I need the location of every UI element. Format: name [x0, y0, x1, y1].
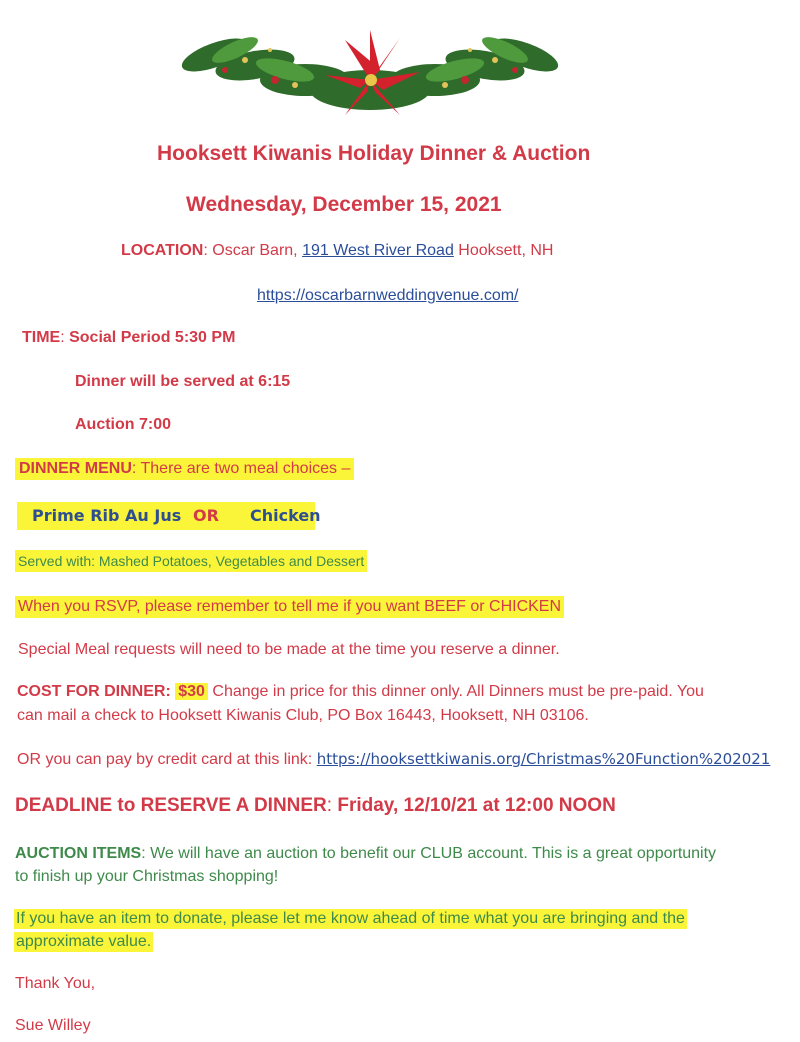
closing-text: Thank You, — [15, 975, 96, 992]
cost-label: COST FOR DINNER: — [17, 683, 171, 700]
poinsettia-garland-icon — [175, 10, 565, 120]
deadline-line: DEADLINE to RESERVE A DINNER: Friday, 12/10/21 at 12:00 NOON — [15, 795, 616, 816]
cost-text-2: can mail a check to Hooksett Kiwanis Club, PO Box 16443, Hooksett, NH 03106. — [17, 707, 589, 724]
deadline-label: DEADLINE to RESERVE A DINNER — [15, 795, 327, 816]
event-title: Hooksett Kiwanis Holiday Dinner & Auction — [157, 142, 591, 165]
signature: Sue Willey — [15, 1017, 91, 1034]
meal-choice-chicken: Chicken — [250, 506, 321, 525]
credit-card-link[interactable]: https://hooksettkiwanis.org/Christmas%20Function%202021 — [316, 750, 771, 768]
dinner-menu-line: DINNER MENU: There are two meal choices – — [15, 458, 354, 480]
dinner-menu-label: DINNER MENU — [19, 460, 132, 477]
location-venue: Oscar Barn, — [212, 242, 298, 259]
location-city: Hooksett, NH — [458, 242, 554, 259]
auction-text-1: We will have an auction to benefit our CLUB account. This is a great opportunity — [150, 845, 717, 862]
time-dinner: Dinner will be served at 6:15 — [75, 373, 291, 390]
event-date: Wednesday, December 15, 2021 — [186, 193, 502, 216]
deadline-value: Friday, 12/10/21 at 12:00 NOON — [337, 795, 616, 816]
cost-price: $30 — [175, 683, 208, 700]
credit-card-line — [17, 750, 770, 769]
location-label: LOCATION — [121, 242, 204, 259]
dinner-menu-intro: There are two meal choices – — [140, 460, 351, 477]
meal-choices — [17, 502, 321, 530]
served-with: Served with: Mashed Potatoes, Vegetables and Dessert — [15, 550, 367, 572]
time-line: TIME: Social Period 5:30 PM — [22, 329, 236, 346]
meal-choice-or: OR — [193, 506, 219, 525]
auction-label: AUCTION ITEMS — [15, 845, 142, 862]
cost-line-1 — [17, 683, 704, 701]
donate-line-1: If you have an item to donate, please let me know ahead of time what you are bringing and the — [16, 910, 685, 927]
venue-website-link[interactable]: https://oscarbarnweddingvenue.com/ — [257, 287, 519, 304]
meal-choice-prime-rib: Prime Rib Au Jus — [32, 506, 182, 525]
cost-text-1: Change in price for this dinner only. All Dinners must be pre-paid. You — [212, 683, 704, 700]
rsvp-note: When you RSVP, please remember to tell me if you want BEEF or CHICKEN — [15, 596, 564, 618]
time-auction: Auction 7:00 — [75, 416, 172, 433]
time-label: TIME — [22, 329, 61, 346]
location-address-link[interactable]: 191 West River Road — [302, 242, 454, 259]
donate-line-2: approximate value. — [16, 933, 152, 950]
time-social: Social Period 5:30 PM — [69, 329, 236, 346]
credit-card-text: OR you can pay by credit card at this link: — [17, 751, 313, 768]
auction-line-1: AUCTION ITEMS: We will have an auction to benefit our CLUB account. This is a great opportunity — [15, 845, 717, 862]
auction-text-2: to finish up your Christmas shopping! — [15, 868, 279, 885]
location-line: LOCATION: Oscar Barn, 191 West River Road Hooksett, NH — [121, 242, 554, 259]
special-meal-note: Special Meal requests will need to be made at the time you reserve a dinner. — [18, 641, 560, 658]
